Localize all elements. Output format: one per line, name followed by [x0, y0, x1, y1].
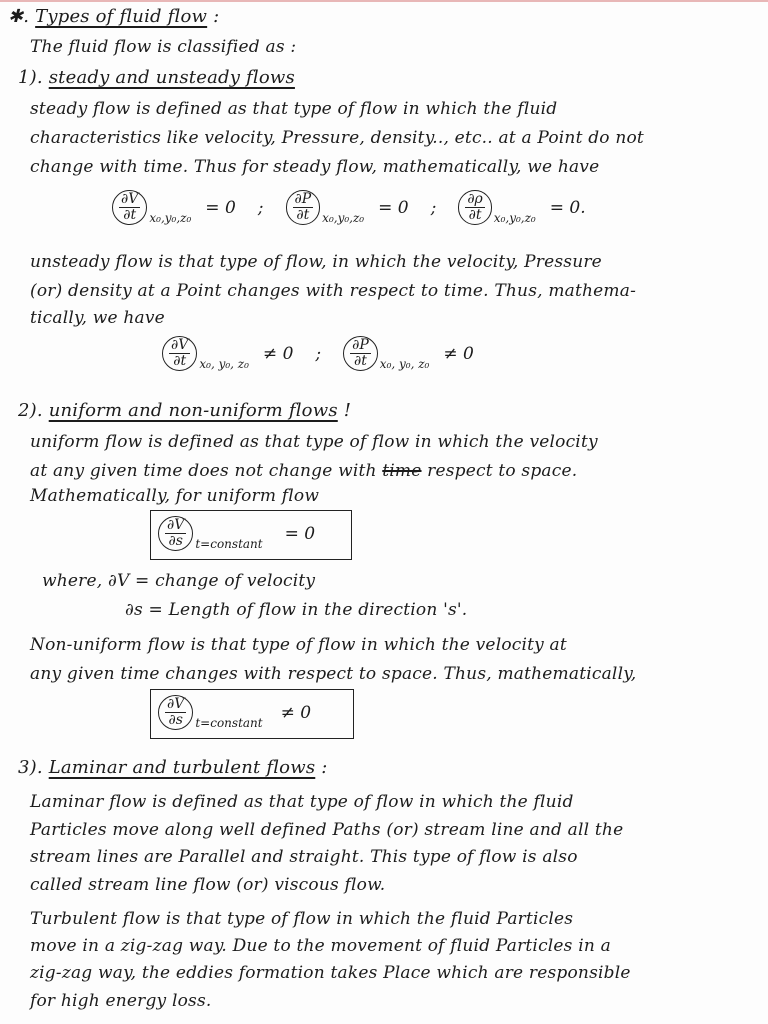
eq4-sub: t=constant [195, 716, 263, 730]
title-suffix: : [213, 6, 220, 27]
eq1-end: . [580, 197, 586, 218]
unsteady-equation [162, 336, 474, 371]
eq1-term2-den: ∂t [296, 207, 310, 223]
eq4-term [158, 695, 193, 730]
eq2-term1 [162, 336, 197, 371]
eq2-term1-den: ∂t [173, 353, 187, 369]
eq1-term2 [286, 190, 321, 225]
section2-title: uniform and non-uniform flows [48, 400, 338, 421]
steady-def-line-1: steady flow is defined as that type of flow in which the fluid [30, 99, 558, 119]
eq3-sub: t=constant [195, 537, 263, 551]
eq1-sep-1: ; [257, 197, 264, 218]
unsteady-line-1: unsteady flow is that type of flow, in which the velocity, Pressure [30, 252, 602, 272]
eq1-term3-num: ∂ρ [467, 191, 483, 207]
eq2-term2-num: ∂P [352, 337, 369, 353]
eq2-rel-2: ≠ 0 [443, 343, 474, 364]
section3-number: 3). [18, 757, 43, 778]
eq1-term1-num: ∂V [121, 191, 139, 207]
eq2-term2-sub: x₀, y₀, z₀ [379, 357, 430, 371]
unsteady-line-3: tically, we have [30, 308, 165, 328]
eq1-term1-sub: x₀,y₀,z₀ [149, 211, 192, 225]
nonuniform-line-2: any given time changes with respect to space. Thus, mathematically, [30, 664, 637, 684]
eq2-term1-num: ∂V [171, 337, 189, 353]
eq3-rel: = 0 [284, 523, 316, 544]
uniform-equation [158, 516, 315, 551]
eq4-num: ∂V [167, 696, 185, 712]
eq3-num: ∂V [167, 517, 185, 533]
eq4-den: ∂s [168, 712, 183, 728]
struck-word: time [382, 461, 422, 481]
section2-number: 2). [18, 400, 43, 421]
page-title [8, 6, 219, 27]
eq2-rel-1: ≠ 0 [262, 343, 294, 364]
intro-line: The fluid flow is classified as : [30, 37, 297, 57]
eq1-sep-2: ; [430, 197, 437, 218]
laminar-line-4: called stream line flow (or) viscous flow. [30, 875, 386, 895]
turbulent-line-3: zig-zag way, the eddies formation takes Place which are responsible [30, 963, 631, 983]
uniform-line-1: uniform flow is defined as that type of flow in which the velocity [30, 432, 598, 452]
eq1-term3 [458, 190, 491, 225]
eq1-term3-sub: x₀,y₀,z₀ [493, 211, 536, 225]
eq2-sep: ; [315, 343, 322, 364]
section3-title: Laminar and turbulent flows [48, 757, 316, 778]
section1-title: steady and unsteady flows [48, 67, 295, 88]
eq1-term1 [112, 190, 147, 225]
nonuniform-equation [158, 695, 311, 730]
uniform-line-2 [30, 461, 577, 481]
eq3-term [158, 516, 193, 551]
eq2-term2-den: ∂t [354, 353, 367, 369]
section3-suffix: : [321, 757, 328, 778]
steady-def-line-3: change with time. Thus for steady flow, mathematically, we have [30, 157, 600, 177]
eq1-term2-sub: x₀,y₀,z₀ [322, 211, 365, 225]
eq2-term2 [343, 336, 378, 371]
unsteady-line-2: (or) density at a Point changes with respect to time. Thus, mathema- [30, 281, 637, 301]
eq1-term3-den: ∂t [468, 207, 482, 223]
laminar-line-2: Particles move along well defined Paths (or) stream line and all the [30, 820, 624, 840]
title-text: Types of fluid flow [35, 6, 208, 27]
turbulent-line-4: for high energy loss. [30, 991, 212, 1011]
steady-def-line-2: characteristics like velocity, Pressure, density.., etc.. at a Point do not [30, 128, 644, 148]
uniform-line-2-post: respect to space. [427, 461, 578, 481]
section1-heading [18, 67, 295, 88]
where-line-1: where, ∂V = change of velocity [42, 571, 316, 591]
uniform-line-3: Mathematically, for uniform flow [30, 486, 320, 506]
uniform-line-2-pre: at any given time does not change with [30, 461, 377, 481]
eq3-den: ∂s [168, 533, 183, 549]
eq4-rel: ≠ 0 [280, 702, 312, 723]
where-line-2: ∂s = Length of flow in the direction 's'. [125, 600, 468, 620]
page-top-edge [0, 0, 768, 2]
turbulent-line-1: Turbulent flow is that type of flow in which the fluid Particles [30, 909, 574, 929]
laminar-line-3: stream lines are Parallel and straight. This type of flow is also [30, 847, 578, 867]
eq2-term1-sub: x₀, y₀, z₀ [199, 357, 249, 371]
section2-suffix: ! [343, 400, 352, 421]
eq1-term1-den: ∂t [123, 207, 137, 223]
laminar-line-1: Laminar flow is defined as that type of flow in which the fluid [30, 792, 574, 812]
eq1-term2-num: ∂P [294, 191, 312, 207]
nonuniform-line-1: Non-uniform flow is that type of flow in which the velocity at [30, 635, 567, 655]
turbulent-line-2: move in a zig-zag way. Due to the movement of fluid Particles in a [30, 936, 611, 956]
steady-equation [112, 190, 586, 225]
title-bullet: ✱. [8, 6, 30, 27]
eq1-rel-2: = 0 [378, 197, 409, 218]
section3-heading [18, 757, 327, 778]
eq1-rel-3: = 0 [549, 197, 581, 218]
section2-heading [18, 400, 351, 421]
eq1-rel-1: = 0 [205, 197, 236, 218]
section1-number: 1). [18, 67, 43, 88]
